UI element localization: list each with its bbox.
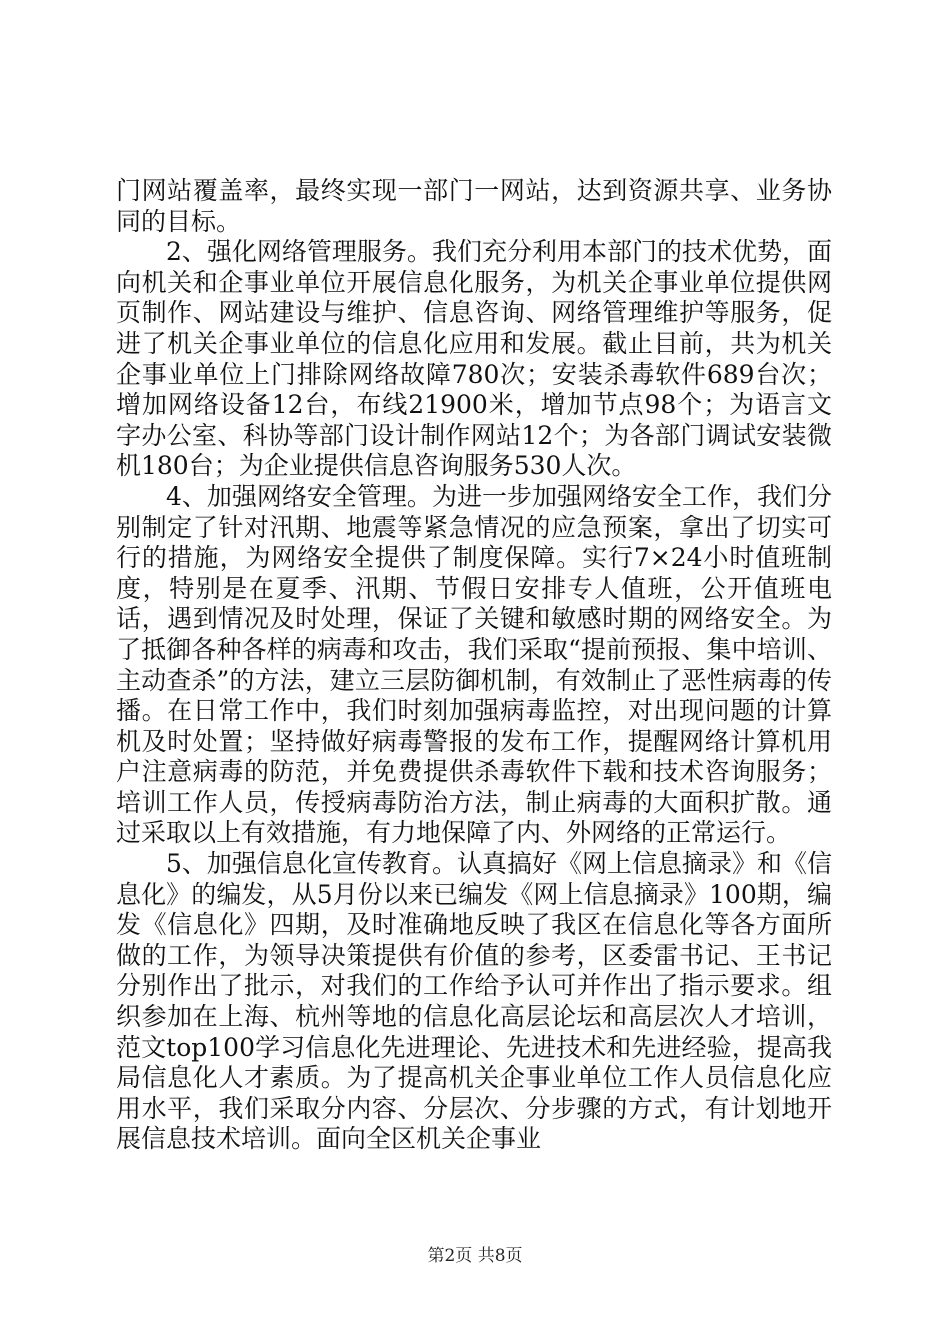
- paragraph-continuation: 门网站覆盖率，最终实现一部门一网站，达到资源共享、业务协同的目标。: [116, 176, 832, 236]
- paragraph-publicity-education: 5、加强信息化宣传教育。认真搞好《网上信息摘录》和《信息化》的编发，从5月份以来已编发《网上信息摘录》100期，编发《信息化》四期，及时准确地反映了我区在信息化等各方面所做的工作，为领导决策提供有价值的参考，区委雷书记、王书记分别作出了批示，对我们的工作给予认可并作出了指示要求。组织参加在上海、杭州等地的信息化高层论坛和高层次人才培训，范文top100学习信息化先进理论、先进技术和先进经验，提高我局信息化人才素质。为了提高机关企事业单位工作人员信息化应用水平，我们采取分内容、分层次、分步骤的方式，有计划地开展信息技术培训。面向全区机关企事业: [116, 849, 832, 1154]
- paragraph-network-service: 2、强化网络管理服务。我们充分利用本部门的技术优势，面向机关和企事业单位开展信息化服务，为机关企事业单位提供网页制作、网站建设与维护、信息咨询、网络管理维护等服务，促进了机关企事业单位的信息化应用和发展。截止目前，共为机关企事业单位上门排除网络故障780次；安装杀毒软件689台次；增加网络设备12台，布线21900米，增加节点98个；为语言文字办公室、科协等部门设计制作网站12个；为各部门调试安装微机180台；为企业提供信息咨询服务530人次。: [116, 237, 832, 481]
- page-footer: 第2页 共8页: [427, 1246, 523, 1266]
- paragraph-network-security: 4、加强网络安全管理。为进一步加强网络安全工作，我们分别制定了针对汛期、地震等紧急情况的应急预案，拿出了切实可行的措施，为网络安全提供了制度保障。实行7×24小时值班制度，特别是在夏季、汛期、节假日安排专人值班，公开值班电话，遇到情况及时处理，保证了关键和敏感时期的网络安全。为了抵御各种各样的病毒和攻击，我们采取“提前预报、集中培训、主动查杀”的方法，建立三层防御机制，有效制止了恶性病毒的传播。在日常工作中，我们时刻加强病毒监控，对出现问题的计算机及时处置；坚持做好病毒警报的发布工作，提醒网络计算机用户注意病毒的防范，并免费提供杀毒软件下载和技术咨询服务；培训工作人员，传授病毒防治方法，制止病毒的大面积扩散。通过采取以上有效措施，有力地保障了内、外网络的正常运行。: [116, 481, 832, 848]
- body-text: [116, 176, 832, 1155]
